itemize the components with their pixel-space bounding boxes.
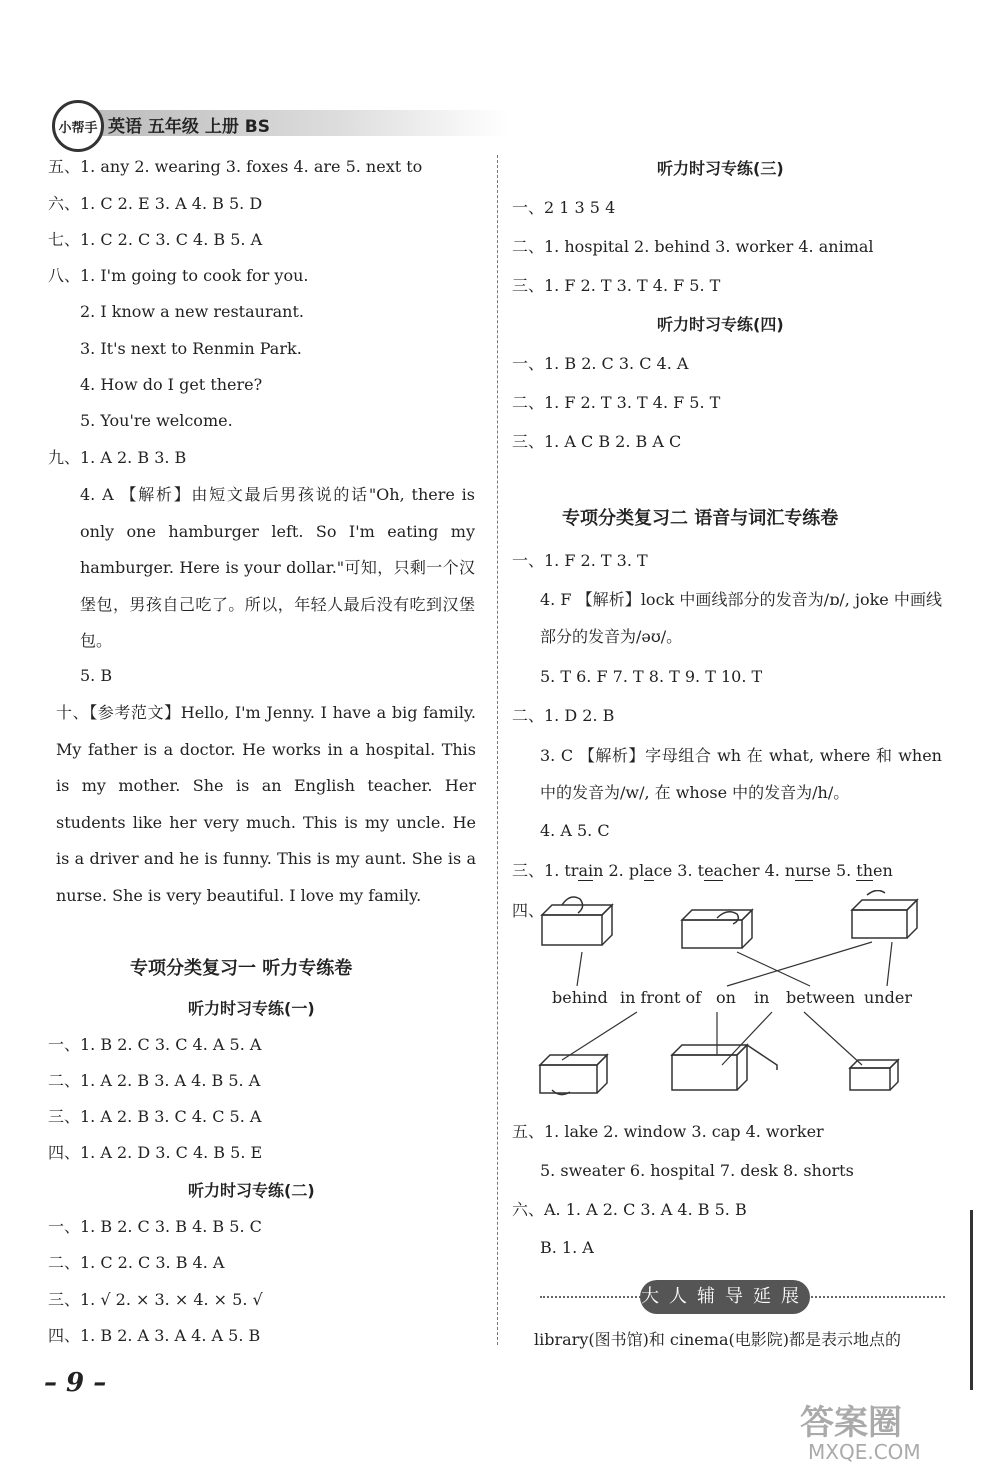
answer-line: 二、1. A 2. B 3. A 4. B 5. A [48, 1071, 261, 1090]
word-part: cher 4. n [723, 861, 796, 880]
answer-line: 六、1. C 2. E 3. A 4. B 5. D [48, 194, 263, 213]
underlined-letters: ur [795, 861, 814, 880]
answer-line: 五、1. lake 2. window 3. cap 4. worker [512, 1122, 824, 1141]
watermark-logo: 答案圈 [800, 1403, 902, 1443]
watermark-url: MXQE.COM [808, 1440, 921, 1464]
page-number: – 9 – [44, 1368, 107, 1398]
extension-banner: 大人辅导延展 [640, 1280, 810, 1314]
underlined-letters: ai [578, 861, 594, 880]
answer-line: 5. You're welcome. [80, 411, 233, 430]
answer-line: 3. It's next to Renmin Park. [80, 339, 302, 358]
answer-line: 一、1. B 2. C 3. C 4. A 5. A [48, 1035, 262, 1054]
extension-text: library(图书馆)和 cinema(电影院)都是表示地点的 [534, 1330, 901, 1349]
header-title: 英语 五年级 上册 BS [108, 117, 270, 137]
answer-line: 5. sweater 6. hospital 7. desk 8. shorts [540, 1161, 854, 1180]
word-part: tr [564, 861, 579, 880]
answer-line: 一、1. B 2. C 3. C 4. A [512, 354, 689, 373]
answer-line: 二、1. D 2. B [512, 706, 615, 725]
label-between: between [786, 988, 856, 1007]
underlined-letters: th [856, 861, 874, 880]
answer-line: 九、1. A 2. B 3. B [48, 448, 187, 467]
underlined-letters: ea [704, 861, 724, 880]
box-picture-top-1 [542, 897, 612, 945]
subsection-title: 听力时习专练(一) [188, 999, 315, 1018]
publisher-logo [52, 100, 104, 152]
word-part: n 2. pl [593, 861, 645, 880]
answer-line: 三、1. A C B 2. B A C [512, 432, 682, 451]
box-picture-bottom-3 [850, 1060, 898, 1090]
answer-line: 七、1. C 2. C 3. C 4. B 5. A [48, 230, 263, 249]
word-part: e [662, 861, 673, 880]
answer-line: 四、1. A 2. D 3. C 4. B 5. E [48, 1143, 263, 1162]
page-edge-line [970, 1210, 973, 1390]
box-picture-bottom-2 [672, 1045, 777, 1090]
answer-line: 一、1. B 2. C 3. B 4. B 5. C [48, 1217, 262, 1236]
answer-line: 四、1. B 2. A 3. A 4. A 5. B [48, 1326, 261, 1345]
answer-line: 三、1. F 2. T 3. T 4. F 5. T [512, 276, 721, 295]
word-part: 1. [544, 861, 565, 880]
column-divider [497, 155, 498, 1345]
answer-line: 一、2 1 3 5 4 [512, 198, 616, 217]
subsection-title: 听力时习专练(三) [657, 159, 784, 178]
section-title: 专项分类复习一 听力专练卷 [130, 958, 353, 979]
answer-line: 5. T 6. F 7. T 8. T 9. T 10. T [540, 667, 763, 686]
word-part: en [873, 861, 893, 880]
answer-line: 八、1. I'm going to cook for you. [48, 266, 309, 285]
label-under: under [864, 988, 912, 1007]
preposition-labels [552, 988, 912, 1007]
answer-line: B. 1. A [540, 1238, 594, 1257]
sample-essay: 十、【参考范文】Hello, I'm Jenny. I have a big family. My father is a doctor. He works in a hospital. This is my mother. She is an English teacher. Her students like her very much. This is my uncle. He is a driver and he is funny. This is my aunt. She is a nurse. She is very beautiful. I love my family. [56, 703, 476, 905]
label-on: on [716, 988, 736, 1007]
answer-line: 六、A. 1. A 2. C 3. A 4. B 5. B [512, 1200, 747, 1219]
label-in-front-of: in front of [620, 988, 702, 1007]
answer-line: 三、1. A 2. B 3. C 4. C 5. A [48, 1107, 262, 1126]
answer-line: 二、1. F 2. T 3. T 4. F 5. T [512, 393, 721, 412]
matching-diagram [532, 890, 932, 1105]
section-title: 专项分类复习二 语音与词汇专练卷 [562, 508, 839, 529]
explanation-paragraph: 3. C 【解析】字母组合 wh 在 what, where 和 when 中的发音为/w/, 在 whose 中的发音为/h/。 [540, 746, 942, 802]
word-part: se 5. [813, 861, 857, 880]
answer-line: 五、1. any 2. wearing 3. foxes 4. are 5. next to [48, 157, 423, 176]
box-picture-top-3 [852, 890, 917, 938]
question-prefix: 四、 [512, 901, 545, 920]
subsection-title: 听力时习专练(二) [188, 1181, 315, 1200]
answer-line: 二、1. C 2. C 3. B 4. A [48, 1253, 225, 1272]
label-behind: behind [552, 988, 608, 1007]
answer-line: 二、1. hospital 2. behind 3. worker 4. animal [512, 237, 874, 256]
page-header [40, 100, 480, 148]
underline-answer-line [512, 862, 893, 880]
explanation-paragraph: 4. A 【解析】由短文最后男孩说的话"Oh, there is only one hamburger left. So I'm eating my hamburger. Here is your dollar."可知，只剩一个汉堡包，男孩自己吃了。所以，年轻人最后没有吃到汉堡包。 [80, 485, 475, 650]
subsection-title: 听力时习专练(四) [657, 315, 784, 334]
box-picture-top-2 [682, 910, 752, 948]
word-part: c [653, 861, 663, 880]
answer-line: 三、1. √ 2. × 3. × 4. × 5. √ [48, 1290, 263, 1309]
answer-line: 2. I know a new restaurant. [80, 302, 304, 321]
answer-line: 一、1. F 2. T 3. T [512, 551, 648, 570]
box-picture-bottom-1 [540, 1055, 607, 1095]
answer-line: 4. A 5. C [540, 821, 610, 840]
word-part: 3. t [672, 861, 705, 880]
answer-line: 4. How do I get there? [80, 375, 263, 394]
logo-text: 小帮手 [58, 120, 98, 136]
underlined-letters: a [644, 861, 654, 880]
explanation-paragraph: 4. F 【解析】lock 中画线部分的发音为/ɒ/, joke 中画线部分的发音为/əʊ/。 [540, 590, 942, 646]
item-prefix: 三、 [512, 861, 545, 880]
answer-line: 5. B [80, 666, 113, 685]
label-in: in [754, 988, 770, 1007]
